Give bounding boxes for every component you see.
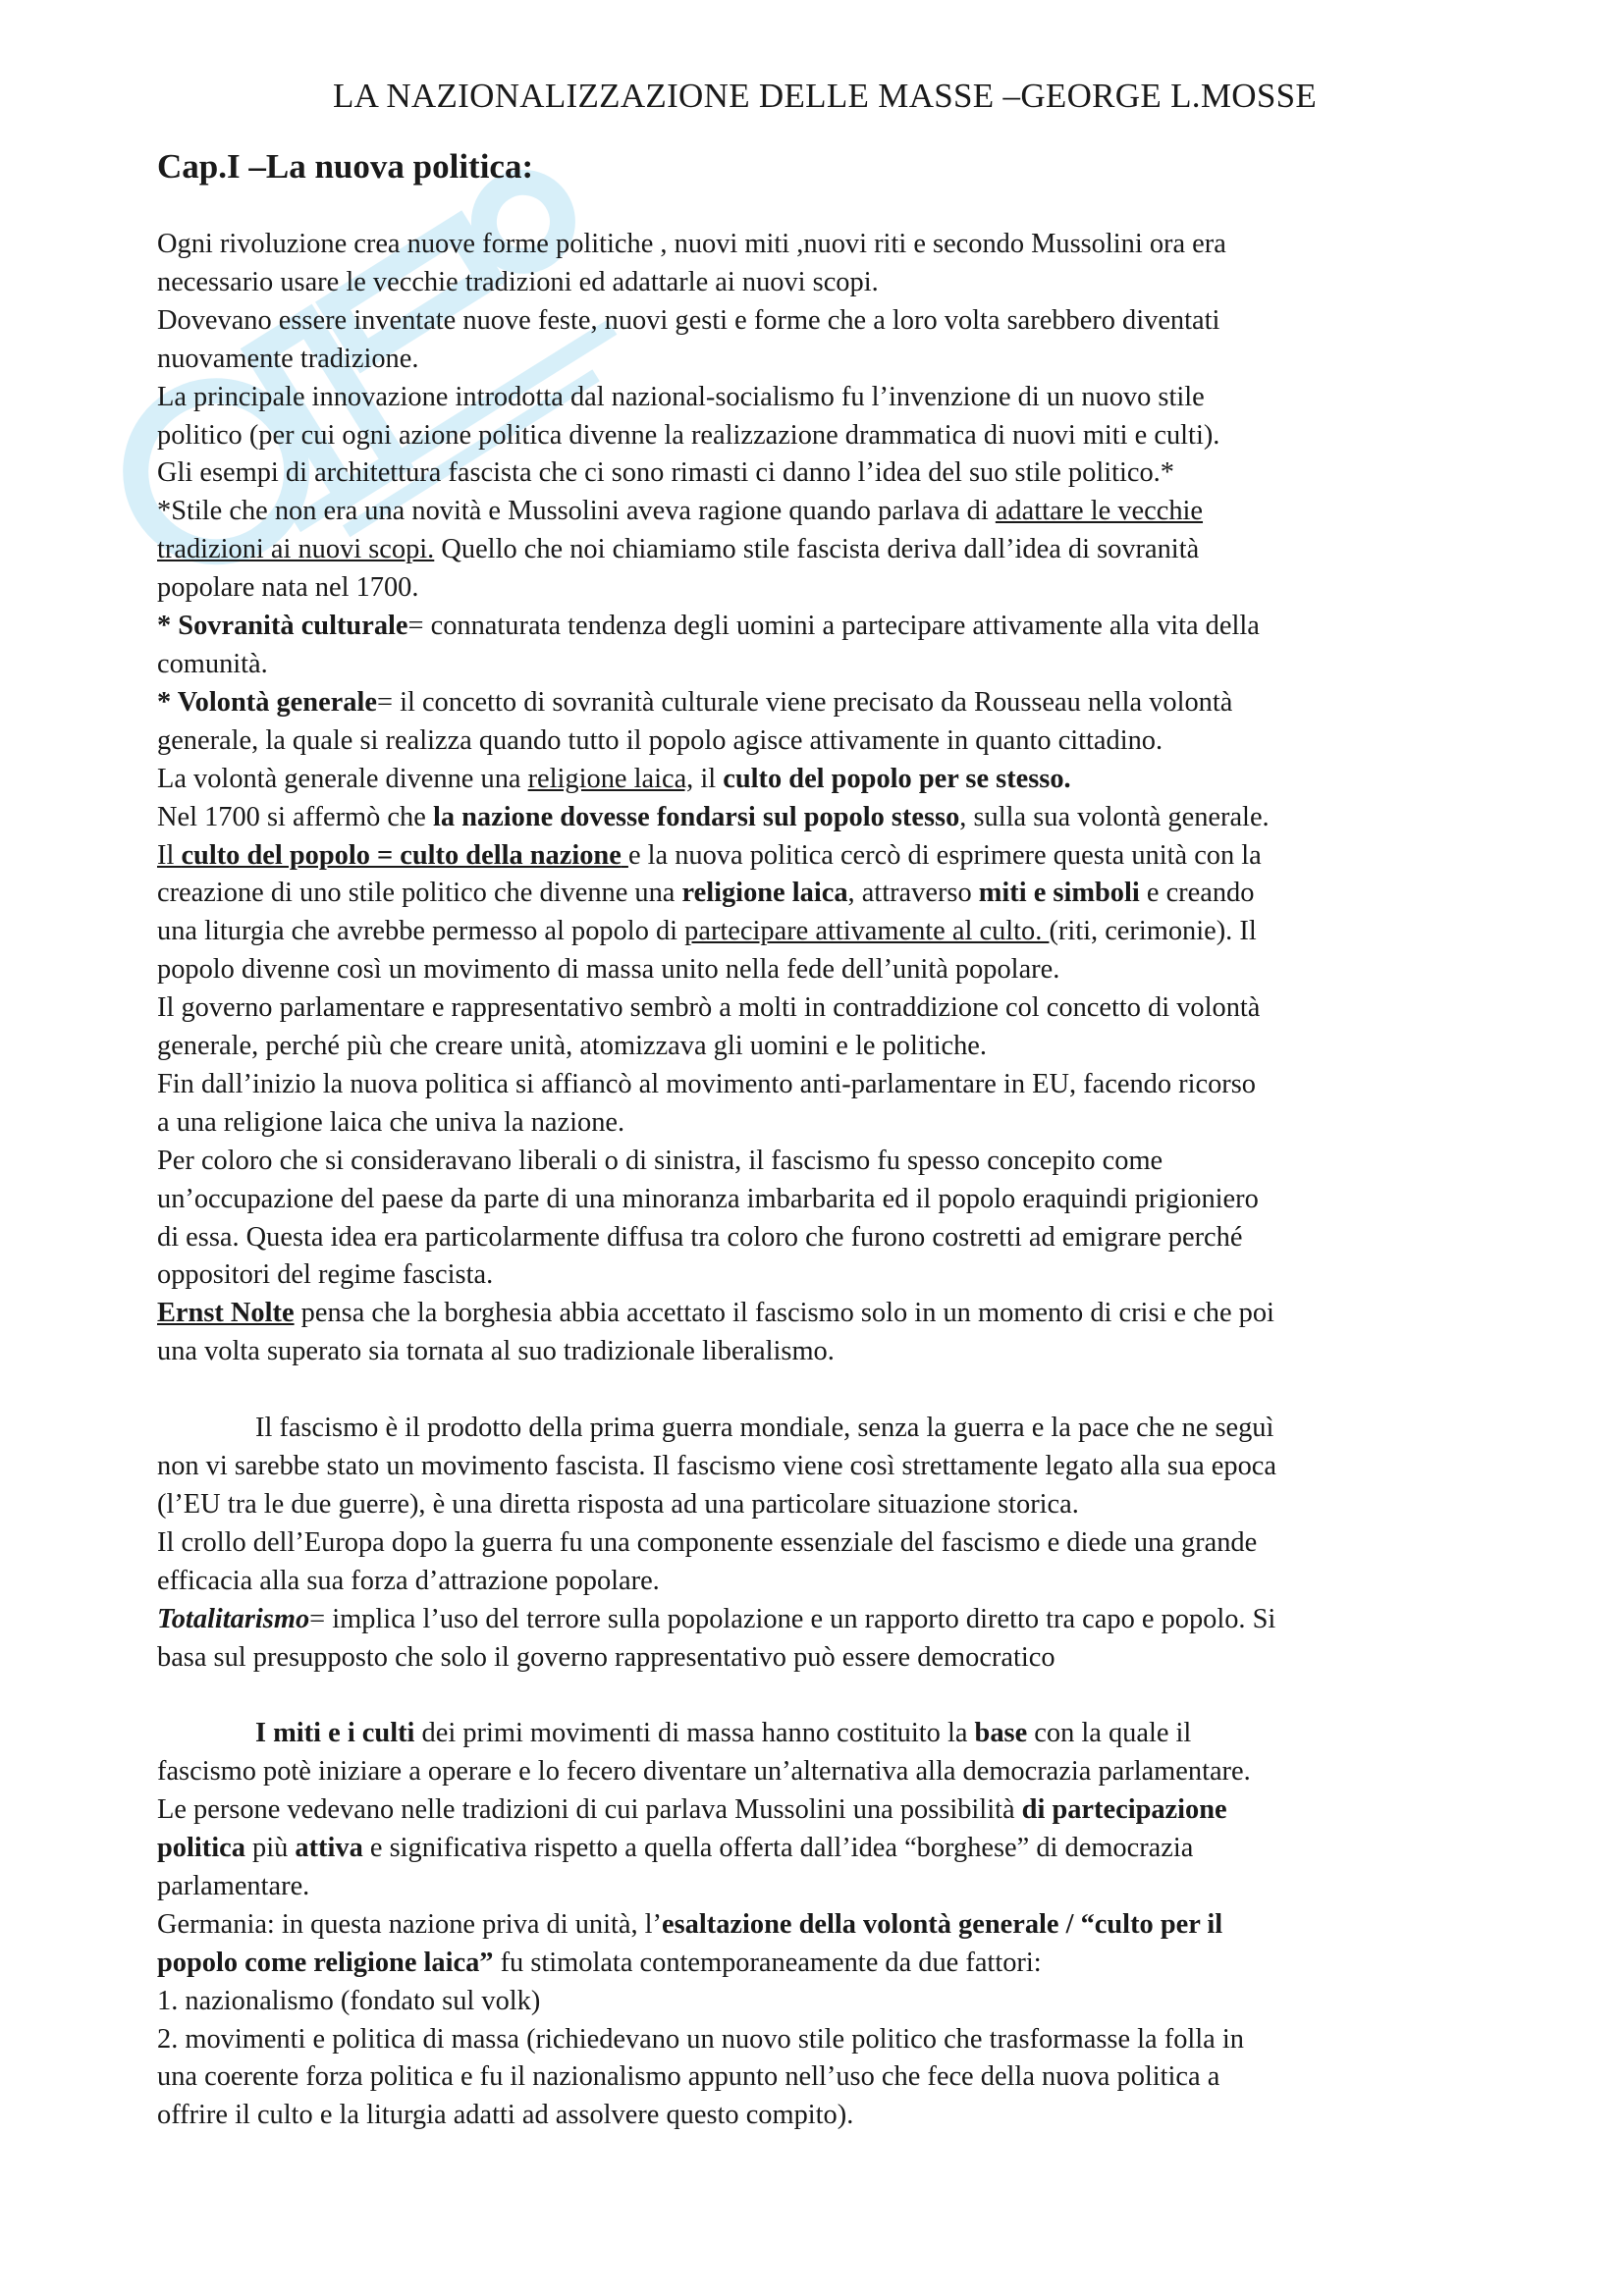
paragraph	[157, 226, 1492, 302]
paragraph-gap	[157, 1371, 1492, 1410]
text-line: popolare nata nel 1700.	[157, 572, 419, 604]
text-line: offrire il culto e la liturgia adatti ad assolvere questo compito).	[157, 2100, 854, 2131]
chapter-heading: Cap.I –La nuova politica:	[157, 147, 534, 186]
paragraph: Gli esempi di architettura fascista che ci sono rimasti ci danno l’idea del suo stile politico.*	[157, 457, 1174, 489]
text-line: Il fascismo è il prodotto della prima guerra mondiale, senza la guerra e la pace che ne seguì	[255, 1413, 1274, 1444]
text-run: più	[244, 1833, 296, 1864]
paragraph	[157, 1143, 1492, 1296]
text-line: necessario usare le vecchie tradizioni ed adattarle ai nuovi scopi.	[157, 266, 879, 297]
text-line: di essa. Questa idea era particolarmente diffusa tra coloro che furono costretti ad emigrare perché	[157, 1221, 1243, 1253]
paragraph	[157, 608, 1492, 684]
text-line: nuovamente tradizione.	[157, 343, 419, 374]
text-line: basa sul presupposto che solo il governo rappresentativo può essere democratico	[157, 1641, 1055, 1673]
paragraph	[157, 761, 1492, 799]
text-run: (riti, cerimonie). Il	[1049, 916, 1257, 947]
bold-text: la nazione dovesse fondarsi sul popolo stesso	[432, 801, 960, 832]
text-line: parlamentare.	[157, 1870, 310, 1901]
text-line: Per coloro che si consideravano liberali o di sinistra, il fascismo fu spesso concepito come	[157, 1145, 1163, 1176]
text-line: Il crollo dell’Europa dopo la guerra fu una componente essenziale del fascismo e diede una grande	[157, 1526, 1258, 1558]
text-run: e la nuova politica cercò di esprimere questa unità con la	[627, 839, 1262, 871]
bold-text: esaltazione della volontà generale / “culto per il	[662, 1908, 1223, 1940]
text-line: (l’EU tra le due guerre), è una diretta risposta ad una particolare situazione storica.	[157, 1488, 1079, 1520]
text-line: fascismo potè iniziare a operare e lo fecero diventare un’alternativa alla democrazia parlamentare.	[157, 1756, 1251, 1788]
text-run: il	[693, 763, 724, 794]
bold-text: miti e simboli	[978, 878, 1140, 909]
text-run: fu stimolata contemporaneamente da due fattori:	[493, 1947, 1042, 1978]
text-line: una coerente forza politica e fu il nazionalismo appunto nell’uso che fece della nuova politica a	[157, 2061, 1220, 2093]
paragraph	[157, 837, 1492, 990]
underlined-text: tradizioni ai nuovi scopi.	[157, 534, 435, 565]
document-body	[157, 226, 1492, 2135]
text-run: Germania: in questa nazione priva di unità, l’	[157, 1908, 663, 1940]
paragraph-gap	[157, 1677, 1492, 1715]
paragraph	[157, 1524, 1492, 1601]
text-line: comunità.	[157, 648, 268, 679]
paragraph	[157, 1066, 1492, 1143]
text-line: una volta superato sia tornata al suo tradizionale liberalismo.	[157, 1336, 835, 1367]
text-run: = il concetto di sovranità culturale viene precisato da Rousseau nella volontà	[376, 686, 1233, 718]
bold-underlined-text: Ernst Nolte	[157, 1298, 295, 1329]
text-line: 2. movimenti e politica di massa (richiedevano un nuovo stile politico che trasformasse la folla in	[157, 2023, 1244, 2055]
paragraph	[157, 493, 1492, 608]
text-line: La principale innovazione introdotta dal nazional-socialismo fu l’invenzione di un nuovo stile	[157, 381, 1205, 412]
document-page	[157, 77, 1492, 2135]
bold-text: base	[974, 1718, 1028, 1749]
bold-text: religione laica	[681, 878, 848, 909]
text-line: non vi sarebbe stato un movimento fascista. Il fascismo viene così strettamente legato alla sua epoca	[157, 1450, 1276, 1481]
text-line: a una religione laica che univa la nazione.	[157, 1106, 625, 1138]
text-run: = implica l’uso del terrore sulla popolazione e un rapporto diretto tra capo e popolo. Si	[309, 1603, 1276, 1634]
text-run: con la quale il	[1027, 1718, 1192, 1749]
text-run: una liturgia che avrebbe permesso al popolo di	[157, 916, 685, 947]
underlined-text: religione laica,	[527, 763, 694, 794]
bold-term: * Volontà generale	[157, 686, 377, 718]
bold-term: * Sovranità culturale	[157, 611, 408, 642]
text-run: , sulla sua volontà generale.	[959, 801, 1270, 832]
text-line: Il governo parlamentare e rappresentativo sembrò a molti in contraddizione col concetto di volontà	[157, 992, 1261, 1024]
text-line: popolo divenne così un movimento di massa unito nella fede dell’unità popolare.	[157, 954, 1060, 986]
paragraph	[157, 1601, 1492, 1678]
paragraph	[157, 989, 1492, 1066]
bold-text: I miti e i culti	[255, 1718, 415, 1749]
bold-text: politica	[157, 1833, 245, 1864]
bold-text: di partecipazione	[1021, 1794, 1227, 1826]
paragraph	[157, 1715, 1492, 1791]
underlined-text: partecipare attivamente al culto.	[684, 916, 1050, 947]
bold-text: attiva	[295, 1833, 363, 1864]
text-line: politico (per cui ogni azione politica divenne la realizzazione drammatica di nuovi miti e culti).	[157, 419, 1220, 451]
paragraph	[157, 379, 1492, 455]
paragraph	[157, 1791, 1492, 1906]
underlined-text: Il	[157, 839, 182, 871]
text-line: oppositori del regime fascista.	[157, 1259, 494, 1291]
text-run: = connaturata tendenza degli uomini a partecipare attivamente alla vita della	[407, 611, 1260, 642]
text-line: Ogni rivoluzione crea nuove forme politiche , nuovi miti ,nuovi riti e secondo Mussolini ora era	[157, 229, 1226, 259]
paragraph	[157, 302, 1492, 379]
text-line: Fin dall’inizio la nuova politica si affiancò al movimento anti-parlamentare in EU, facendo ricorso	[157, 1068, 1256, 1099]
text-run: dei primi movimenti di massa hanno costituito la	[414, 1718, 975, 1749]
text-run: creazione di uno stile politico che divenne una	[157, 878, 682, 909]
document-title: LA NAZIONALIZZAZIONE DELLE MASSE –GEORGE L.MOSSE	[332, 77, 1318, 115]
underlined-text	[622, 840, 628, 871]
bold-text: culto del popolo per se stesso.	[723, 763, 1071, 794]
text-run: Le persone vedevano nelle tradizioni di cui parlava Mussolini una possibilità	[157, 1794, 1022, 1826]
text-run: pensa che la borghesia abbia accettato il fascismo solo in un momento di crisi e che poi	[294, 1298, 1274, 1329]
text-run: e significativa rispetto a quella offerta dall’idea “borghese” di democrazia	[362, 1833, 1194, 1864]
paragraph	[157, 684, 1492, 761]
text-run: e creando	[1139, 878, 1255, 909]
bold-text: popolo come religione laica”	[157, 1947, 494, 1978]
underlined-text: adattare le vecchie	[995, 496, 1204, 527]
list-item	[157, 2021, 1492, 2136]
text-run: La volontà generale divenne una	[157, 763, 528, 794]
paragraph	[157, 799, 1492, 837]
text-run: , attraverso	[847, 878, 979, 909]
text-run: *Stile che non era una novità e Mussolini aveva ragione quando parlava di	[157, 496, 996, 527]
text-line: un’occupazione del paese da parte di una minoranza imbarbarita ed il popolo eraquindi prigioniero	[157, 1183, 1259, 1214]
paragraph	[157, 1906, 1492, 1983]
bold-italic-term: Totalitarismo	[157, 1603, 310, 1634]
text-line: efficacia alla sua forza d’attrazione popolare.	[157, 1565, 660, 1596]
paragraph	[157, 1410, 1492, 1524]
text-line: generale, perché più che creare unità, atomizzava gli uomini e le politiche.	[157, 1031, 988, 1062]
text-line: generale, la quale si realizza quando tutto il popolo agisce attivamente in quanto cittadino.	[157, 724, 1163, 756]
list-item: 1. nazionalismo (fondato sul volk)	[157, 1985, 541, 2016]
text-line: Dovevano essere inventate nuove feste, nuovi gesti e forme che a loro volta sarebbero diventati	[157, 304, 1220, 336]
text-run: Quello che noi chiamiamo stile fascista deriva dall’idea di sovranità	[434, 534, 1200, 565]
paragraph	[157, 1295, 1492, 1371]
text-run: Nel 1700 si affermò che	[157, 801, 433, 832]
bold-underlined-text: culto del popolo = culto della nazione	[181, 839, 622, 871]
